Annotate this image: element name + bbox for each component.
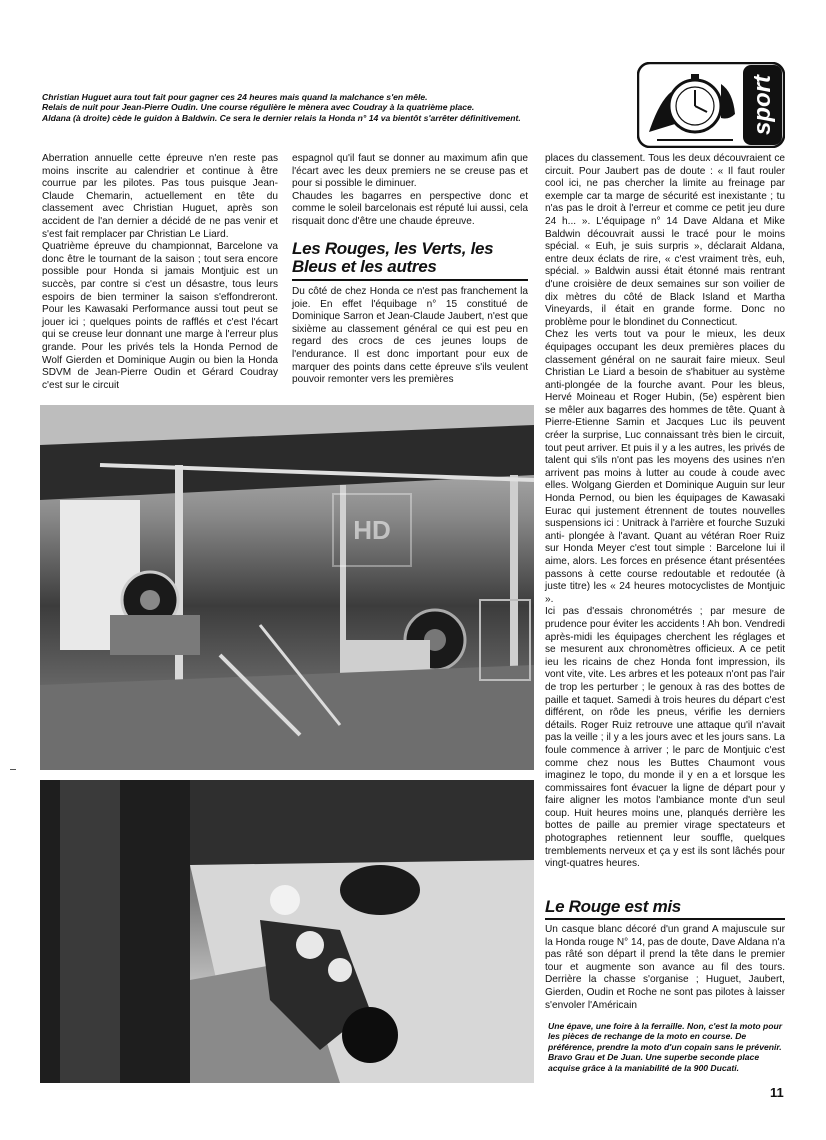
page-number: 11 bbox=[770, 1085, 784, 1100]
pit-area-graphic bbox=[40, 405, 534, 770]
heading-les-rouges: Les Rouges, les Verts, les Bleus et les autres bbox=[292, 239, 494, 276]
top-captions bbox=[42, 92, 587, 123]
col2-paragraph-2: Chaudes les bagarres en perspective donc et comme le soleil barcelonais est réputé lui aussi, cela risquait donc d'être une chaude épreuve. bbox=[292, 190, 528, 227]
column-3 bbox=[545, 153, 785, 871]
caption-2: Relais de nuit pour Jean-Pierre Oudin. Une course régulière le mènera avec Coudray à la quatrième place. bbox=[42, 102, 475, 113]
caption-4: Une épave, une foire à la ferraille. Non, c'est la moto pour les pièces de rechange de la moto en course. De préférence, prendre la moto d'un copain sans le prévenir. bbox=[548, 1021, 783, 1052]
racing-graphic bbox=[40, 780, 534, 1083]
sport-logo bbox=[637, 62, 785, 148]
column-2-top bbox=[292, 153, 528, 229]
col1-paragraph-2: Quatrième épreuve du championnat, Barcelone va donc être le tournant de la saison ; tout sera encore possible pour Honda si jamais Montjuic est un succès, par contre si c'est un désastre, tous leurs espoirs de bien terminer la saison s'effondreront. Pour les Kawasaki Performance aussi tout peut se jouer ici ; quelques points de rafflés et c'est l'écart qui se creuse leur donnant une marge à l'erreur plus grande. Pour les privés tels la Honda Pernod de Wolf Gierden et Dominique Augin ou bien la Honda SDVM de Jean-Pierre Oudin et Gérard Coudray c'est sur le circuit bbox=[42, 241, 278, 391]
sport-logo-label: sport bbox=[749, 75, 776, 135]
col3-paragraph-2: Chez les verts tout va pour le mieux, les deux équipages occupant les deux premières places du classement général on ne saurait faire mieux. Seul Christian Le Liard a besoin de s'habituer au système anti-plongée de la fourche avant. Pour les bleus, Hervé Moineau et Roger Hubin, (5e) espèrent bien se mêler aux bagarres des hommes de tête. Quant à Pierre-Etienne Samin et Jacques Luc ils peuvent créer la surprise, Luc connaissant très bien le circuit, tout peut arriver. Et puis il y a les autres, les privés de talent qui s'ils n'ont pas les moyens des usines n'en arrivent pas moins à lutter au coude à coude avec elles. Wolgang Gierden et Dominique Auguin sur leur Honda Pernod, ou bien les équipages de Kawasaki Eurac qui justement étrennent de toutes nouvelles suspensions ici : Unitrack à l'arrière et fourche Suzuki anti- plongée à l'avant. Quant au vétéran Roer Ruiz sur Honda Meyer c'est tout simple : Barcelone lui il aime, alors. Les forces en présence étant présentées passons à cette course redoutable et redoutée (à juste titre) les « 24 heures motocyclistes de Montjuic ». bbox=[545, 329, 785, 605]
heading-le-rouge-est-mis: Le Rouge est mis bbox=[545, 897, 681, 916]
caption-1: Christian Huguet aura tout fait pour gagner ces 24 heures mais quand la malchance s'en mêle. bbox=[42, 92, 428, 102]
watermark-hd: HD bbox=[332, 493, 412, 567]
column-1 bbox=[42, 153, 278, 392]
col3-paragraph-4: Un casque blanc décoré d'un grand A majuscule sur la Honda rouge N° 14, pas de doute, Dave Aldana n'a pas râté son départ il prend la tête dans le premier tour et augmente son avance au fil des tours. Derrière la chasse s'organise ; Huguet, Jaubert, Gierden, Oudin et Roche ne sont pas pilotes à laisser s'envoler l'Américain bbox=[545, 924, 785, 1011]
heading1-rule bbox=[292, 279, 528, 281]
margin-mark bbox=[10, 769, 16, 770]
photo-racing bbox=[40, 780, 534, 1083]
column-3-bottom bbox=[545, 924, 785, 1012]
heading2-rule bbox=[545, 918, 785, 920]
photo-pit-area bbox=[40, 405, 534, 770]
col1-paragraph-1: Aberration annuelle cette épreuve n'en reste pas moins inscrite au calendrier et continue à être courrue par les pilotes. Pas tous puisque Jean-Claude Chemarin, actuellement en tête du classement avec Christian Huguet, après son accident de l'an dernier a décidé de ne pas venir et s'est fait remplacer par Christian Le Liard. bbox=[42, 153, 278, 240]
col2-paragraph-1: espagnol qu'il faut se donner au maximum afin que l'écart avec les deux premiers ne se creuse pas et pour si possible le diminuer. bbox=[292, 153, 528, 190]
bottom-captions bbox=[548, 1021, 786, 1073]
col3-paragraph-3: Ici pas d'essais chronométrés ; par mesure de prudence pour éviter les accidents ! Ah bon. Vendredi après-midi les équipages cherchent les réglages et se mesurent aux chronomètres officieux. A ce petit ieu les ricains de chez Honda font impression, ils vont vite, vite. Les arbres et les poteaux n'ont pas l'air de trop les perturber ; le genoux à ras des bottes de paille et taquet. Samedi à trois heures du départ c'est différent, on rôde les pneus, vérifie les derniers détails. Roger Ruiz retrouve une attaque qu'il n'avait pas la veille ; il y a les jours avec et les jours sans. La foule commence à arriver ; le parc de Montjuic c'est comme chez nous les Buttes Chaumont vous imaginez le topo, du monde il y en a et lorsque les commissaires font évacuer la ligne de départ pour y faire aligner les motos l'ambiance monte d'un seul coup. Huit heures moins une, planqués derrière les bottes de paille au premier virage spectateurs et photographes retiennent leur souffle, quelques tremblements nerveux et ça y est ils sont lâchés pour vingt-quatres heures. bbox=[545, 606, 785, 870]
caption-3: Aldana (à droite) cède le guidon à Baldwin. Ce sera le dernier relais la Honda n° 14 va bientôt s'arrêter définitivement. bbox=[42, 112, 521, 123]
caption-5: Bravo Grau et De Juan. Une superbe seconde place acquise grâce à la maniabilité de la 900 Ducati. bbox=[548, 1052, 760, 1073]
col2-paragraph-3: Du côté de chez Honda ce n'est pas franchement la joie. En effet l'équibage n° 15 constitué de Dominique Sarron et Jean-Claude Jaubert, n'est que sixième au classement général ce qui est peu en regard des crocs de ces jeunes loups de l'endurance. Il est donc important pour eux de marquer des points dans cette épreuve s'ils veulent pouvoir remonter vers les premières bbox=[292, 286, 528, 386]
col3-paragraph-1: places du classement. Tous les deux découvraient ce circuit. Pour Jaubert pas de doute : « Il faut rouler cool ici, ne pas chercher la limite au freinage par exemple car ta marge de sécurité est inexistante ; tu n'as pas le droit à l'erreur et comme ce petit jeu dure 24 h... ». L'équipage n° 14 Dave Aldana et Mike Baldwin découvrait aussi le tracé pour le moins spécial. « Euh, je suis surpris », déclarait Aldana, entre deux éclats de rire, « c'est vraiment très, euh, spécial. » Baldwin aussi était étonné mais rentrant d'une croisière de deux semaines sur son voilier de dix mètres du côté de Black Island et Martha Vineyards, il était en grande forme. Donc no problème pour le blondinet du Connecticut. bbox=[545, 153, 785, 328]
column-2-bottom bbox=[292, 286, 528, 387]
